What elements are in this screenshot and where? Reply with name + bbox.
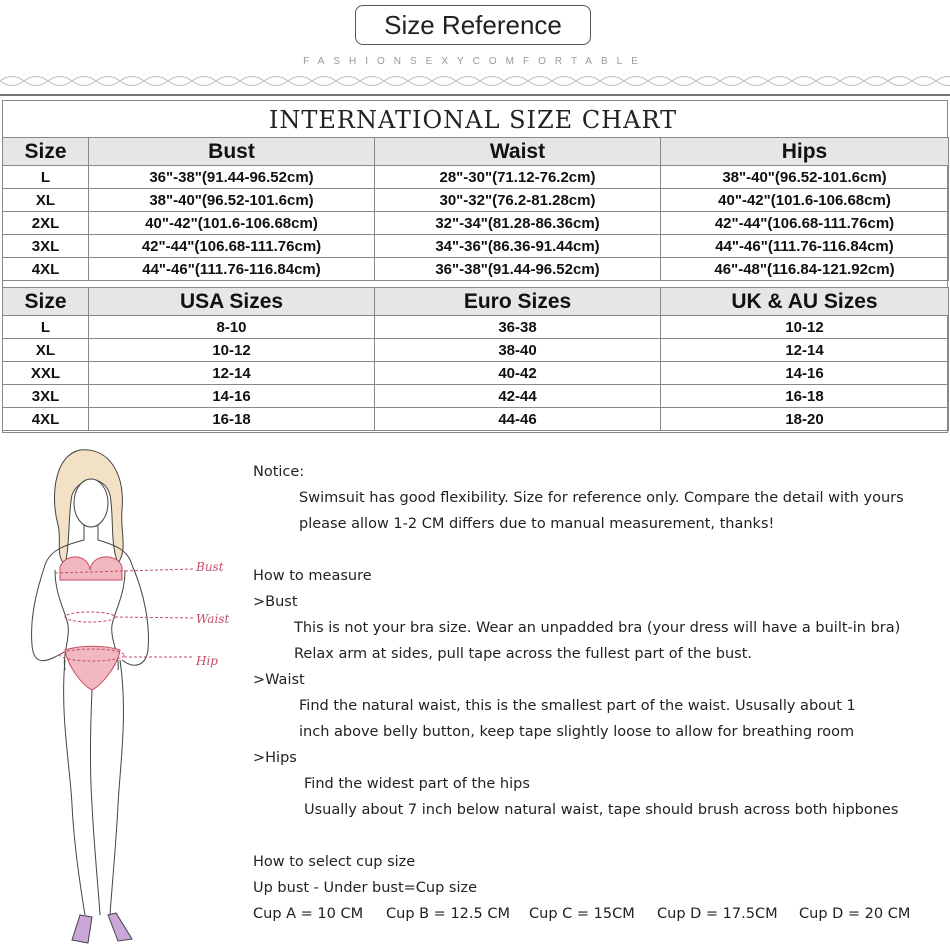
table-cell: 40-42 xyxy=(375,362,661,385)
table-row xyxy=(3,339,949,362)
hips-heading: >Hips xyxy=(253,750,297,766)
table-cell: 16-18 xyxy=(661,385,949,408)
table-cell: 2XL xyxy=(3,212,89,235)
column-header-size: Size xyxy=(3,288,89,316)
column-header-waist: Waist xyxy=(375,138,661,166)
hips-instruction: Usually about 7 inch below natural waist, tape should brush across both hipbones xyxy=(304,802,899,818)
notice-line: please allow 1-2 CM differs due to manual measurement, thanks! xyxy=(299,516,775,532)
table-cell: 3XL xyxy=(3,235,89,258)
table-row xyxy=(3,212,949,235)
table-cell: 44-46 xyxy=(375,408,661,431)
cup-size-item: Cup D = 17.5CM xyxy=(657,906,778,922)
cup-size-item: Cup A = 10 CM xyxy=(253,906,364,922)
table-cell: 42-44 xyxy=(375,385,661,408)
measurements-table xyxy=(2,137,949,281)
table-cell: 30"-32"(76.2-81.28cm) xyxy=(375,189,661,212)
table-cell: XXL xyxy=(3,362,89,385)
table-cell: 4XL xyxy=(3,258,89,281)
table-row xyxy=(3,189,949,212)
table-row xyxy=(3,166,949,189)
table-cell: 46"-48"(116.84-121.92cm) xyxy=(661,258,949,281)
table-cell: 36"-38"(91.44-96.52cm) xyxy=(375,258,661,281)
table-cell: 8-10 xyxy=(89,316,375,339)
table-cell: L xyxy=(3,316,89,339)
cup-size-item: Cup C = 15CM xyxy=(529,906,635,922)
table-cell: 10-12 xyxy=(89,339,375,362)
table-cell: XL xyxy=(3,189,89,212)
table-row xyxy=(3,316,949,339)
table-row xyxy=(3,362,949,385)
conversion-table xyxy=(2,287,949,431)
table-cell: 12-14 xyxy=(661,339,949,362)
table-cell: 44"-46"(111.76-116.84cm) xyxy=(89,258,375,281)
table-row xyxy=(3,235,949,258)
table-cell: 14-16 xyxy=(661,362,949,385)
hip-figure-label: Hip xyxy=(196,654,218,668)
table-cell: 12-14 xyxy=(89,362,375,385)
tagline: FASHIONSEXYCOMFORTABLE xyxy=(303,56,647,67)
table-cell: XL xyxy=(3,339,89,362)
column-header-euro: Euro Sizes xyxy=(375,288,661,316)
notice-heading: Notice: xyxy=(253,464,305,480)
measure-heading: How to measure xyxy=(253,568,372,584)
bust-instruction: Relax arm at sides, pull tape across the fullest part of the bust. xyxy=(294,646,752,662)
table-cell: 28"-30"(71.12-76.2cm) xyxy=(375,166,661,189)
page-title: Size Reference xyxy=(355,5,591,45)
waist-instruction: Find the natural waist, this is the smallest part of the waist. Ususally about 1 xyxy=(299,698,856,714)
waist-heading: >Waist xyxy=(253,672,305,688)
table-cell: 14-16 xyxy=(89,385,375,408)
bust-instruction: This is not your bra size. Wear an unpadded bra (your dress will have a built-in bra) xyxy=(294,620,901,636)
cup-formula: Up bust - Under bust=Cup size xyxy=(253,880,478,896)
column-header-size: Size xyxy=(3,138,89,166)
divider-line xyxy=(0,94,950,96)
table-cell: 3XL xyxy=(3,385,89,408)
cup-heading: How to select cup size xyxy=(253,854,416,870)
bust-figure-label: Bust xyxy=(196,560,224,574)
table-row xyxy=(3,258,949,281)
table-cell: L xyxy=(3,166,89,189)
decorative-wave-divider xyxy=(0,72,950,90)
table-cell: 36-38 xyxy=(375,316,661,339)
table-cell: 40"-42"(101.6-106.68cm) xyxy=(89,212,375,235)
table-row xyxy=(3,408,949,431)
hips-instruction: Find the widest part of the hips xyxy=(304,776,530,792)
table-header-row xyxy=(3,138,949,166)
table-cell: 38-40 xyxy=(375,339,661,362)
column-header-usa: USA Sizes xyxy=(89,288,375,316)
table-cell: 4XL xyxy=(3,408,89,431)
body-measurement-illustration xyxy=(10,445,240,950)
cup-size-item: Cup B = 12.5 CM xyxy=(386,906,510,922)
table-cell: 34"-36"(86.36-91.44cm) xyxy=(375,235,661,258)
table-cell: 42"-44"(106.68-111.76cm) xyxy=(89,235,375,258)
cup-size-item: Cup D = 20 CM xyxy=(799,906,911,922)
table-row xyxy=(3,385,949,408)
table-cell: 40"-42"(101.6-106.68cm) xyxy=(661,189,949,212)
table-cell: 10-12 xyxy=(661,316,949,339)
table-cell: 36"-38"(91.44-96.52cm) xyxy=(89,166,375,189)
table-cell: 44"-46"(111.76-116.84cm) xyxy=(661,235,949,258)
waist-figure-label: Waist xyxy=(196,612,230,626)
column-header-hips: Hips xyxy=(661,138,949,166)
column-header-bust: Bust xyxy=(89,138,375,166)
table-header-row xyxy=(3,288,949,316)
table-cell: 18-20 xyxy=(661,408,949,431)
notice-line: Swimsuit has good flexibility. Size for reference only. Compare the detail with yours xyxy=(299,490,904,506)
bust-heading: >Bust xyxy=(253,594,298,610)
size-chart-title: INTERNATIONAL SIZE CHART xyxy=(268,106,678,134)
column-header-uk-au: UK & AU Sizes xyxy=(661,288,949,316)
table-cell: 38"-40"(96.52-101.6cm) xyxy=(89,189,375,212)
table-cell: 38"-40"(96.52-101.6cm) xyxy=(661,166,949,189)
waist-instruction: inch above belly button, keep tape slightly loose to allow for breathing room xyxy=(299,724,855,740)
table-cell: 16-18 xyxy=(89,408,375,431)
table-cell: 32"-34"(81.28-86.36cm) xyxy=(375,212,661,235)
table-cell: 42"-44"(106.68-111.76cm) xyxy=(661,212,949,235)
